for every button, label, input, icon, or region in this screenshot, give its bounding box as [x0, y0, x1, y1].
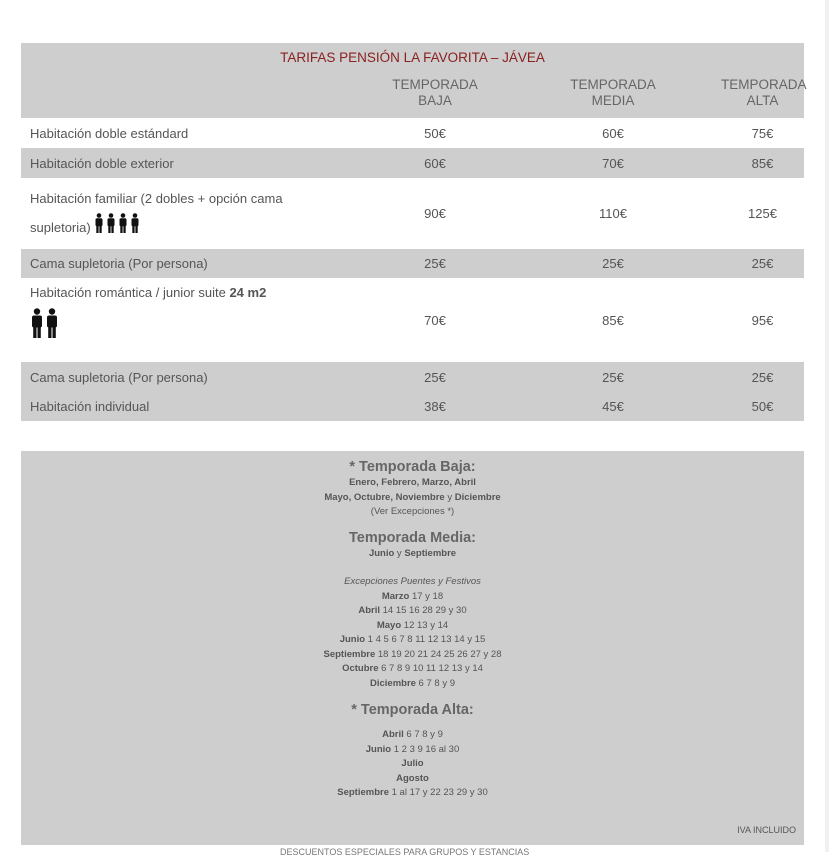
table-row: [21, 392, 804, 421]
table-row: [21, 249, 804, 278]
exception-line: Septiembre 18 19 20 21 24 25 26 27 y 28: [323, 648, 502, 660]
alta-line: Septiembre 1 al 17 y 22 23 29 y 30: [337, 787, 488, 798]
room-label: Habitación doble estándard: [30, 125, 189, 141]
exception-line: Mayo 12 13 y 14: [376, 619, 449, 631]
exception-line: Junio 1 4 5 6 7 8 11 12 13 14 y 15: [339, 634, 486, 645]
baja-heading: * Temporada Baja:: [349, 459, 476, 475]
room-label: Habitación doble exterior: [30, 155, 174, 171]
price-baja: 25€: [424, 256, 446, 271]
price-media: 25€: [602, 256, 624, 271]
table-title-text: TARIFAS PENSIÓN LA FAVORITA – JÁVEA: [280, 50, 545, 65]
room-label: Habitación individual: [30, 399, 150, 414]
table-row: [21, 278, 804, 362]
alta-heading: * Temporada Alta:: [351, 702, 474, 718]
price-baja: 50€: [424, 125, 446, 141]
header-alta: TEMPORADA ALTA: [721, 77, 807, 108]
table-row: [21, 362, 804, 392]
price-media: 85€: [602, 312, 624, 328]
table-row: [21, 178, 804, 249]
two-people-icon: [30, 308, 365, 341]
room-label: Habitación romántica / junior suite 24 m2: [21, 278, 365, 341]
room-label: Cama supletoria (Por persona): [30, 369, 208, 385]
season-info-box: [21, 451, 804, 845]
price-alta: 75€: [751, 125, 774, 141]
baja-months-2: Mayo, Octubre, Noviembre y Diciembre: [324, 491, 501, 503]
price-baja: 70€: [424, 312, 446, 328]
media-months: Junio y Septiembre: [368, 547, 457, 559]
price-alta: 25€: [751, 256, 774, 271]
price-alta: 125€: [748, 206, 777, 221]
price-baja: 60€: [424, 155, 446, 171]
four-people-icon: [94, 213, 142, 243]
table-row: [21, 118, 804, 148]
alta-line: Julio: [401, 758, 424, 769]
exception-line: Diciembre 6 7 8 y 9: [369, 677, 456, 689]
price-media: 70€: [602, 155, 624, 171]
cut-off-text: DESCUENTOS ESPECIALES PARA GRUPOS Y ESTANCIAS: [280, 847, 530, 857]
price-media: 25€: [602, 369, 624, 385]
price-media: 110€: [599, 206, 627, 221]
room-label: Habitación familiar (2 dobles + opción cama supletoria): [21, 184, 365, 244]
media-heading: Temporada Media:: [348, 529, 477, 546]
price-alta: 85€: [751, 155, 774, 171]
price-baja: 38€: [424, 399, 446, 414]
alta-line: Agosto: [396, 772, 429, 784]
table-header: [21, 72, 807, 118]
exceptions-title: Excepciones Puentes y Festivos: [344, 576, 481, 587]
price-alta: 25€: [751, 369, 774, 385]
table-row: [21, 148, 804, 178]
price-media: 45€: [602, 399, 624, 414]
baja-months-1: Enero, Febrero, Marzo, Abril: [349, 477, 476, 488]
rates-table: [21, 43, 807, 421]
scrollbar-track[interactable]: [825, 0, 829, 852]
room-label: Cama supletoria (Por persona): [30, 256, 208, 271]
price-baja: 90€: [424, 206, 446, 221]
price-alta: 95€: [751, 312, 774, 328]
header-media: TEMPORADA MEDIA: [570, 77, 656, 108]
price-alta: 50€: [751, 399, 774, 414]
baja-note: (Ver Excepciones *): [370, 506, 455, 517]
alta-line: Junio 1 2 3 9 16 al 30: [365, 743, 460, 755]
price-baja: 25€: [424, 369, 446, 385]
exception-line: Marzo 17 y 18: [381, 590, 444, 602]
alta-line: Abril 6 7 8 y 9: [382, 729, 443, 740]
price-media: 60€: [602, 125, 624, 141]
header-baja: TEMPORADA BAJA: [392, 77, 478, 108]
table-title: [21, 43, 804, 72]
exception-line: Abril 14 15 16 28 29 y 30: [358, 605, 467, 616]
exception-line: Octubre 6 7 8 9 10 11 12 13 y 14: [342, 663, 483, 674]
iva-note: IVA INCLUIDO: [737, 825, 796, 835]
